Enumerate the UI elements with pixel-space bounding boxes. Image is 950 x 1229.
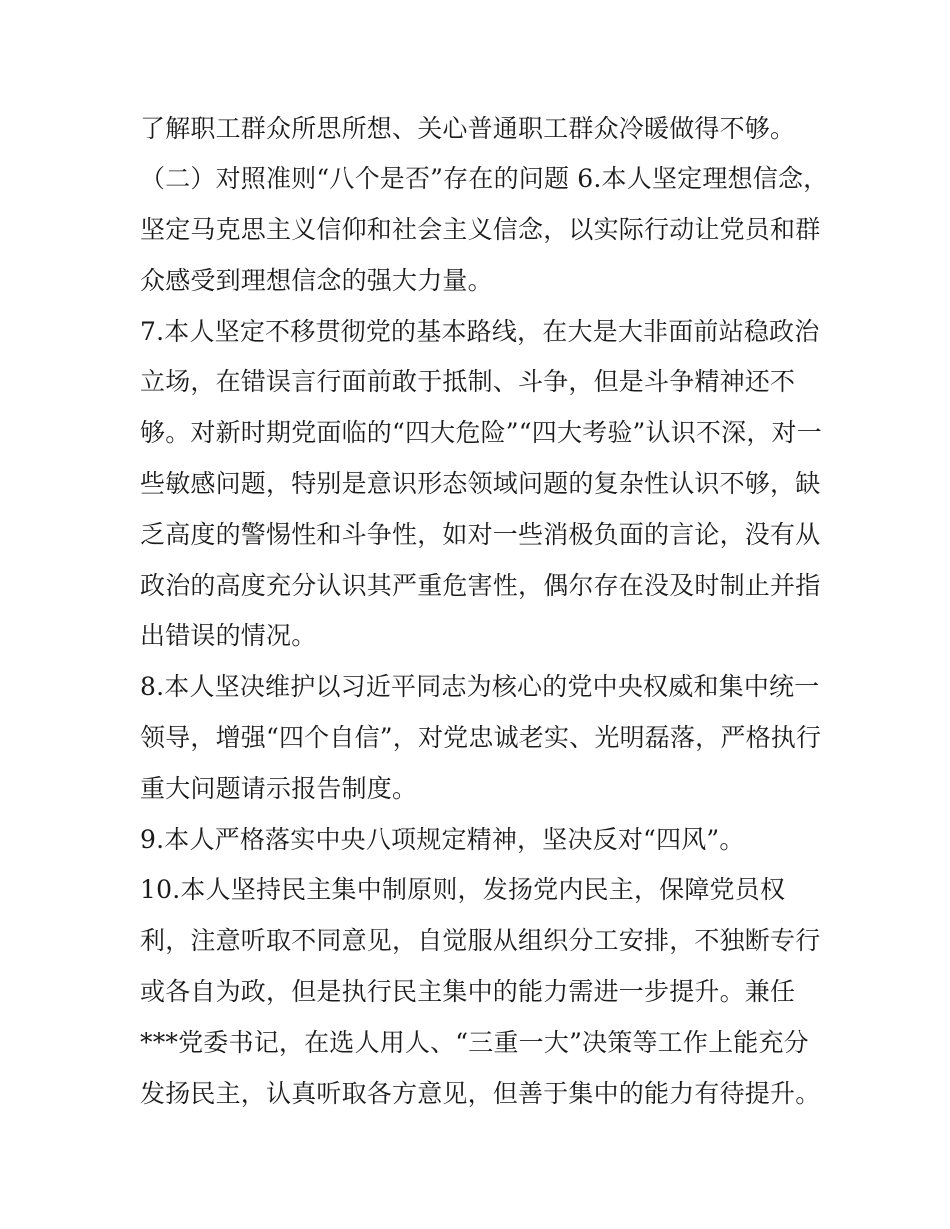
text-line: 领导，增强“四个自信”，对党忠诚老实、光明磊落，严格执行 xyxy=(140,723,822,752)
text-line: 立场，在错误言行面前敢于抵制、斗争，但是斗争精神还不 xyxy=(140,367,796,396)
text-line: 发扬民主，认真听取各方意见，但善于集中的能力有待提升。 xyxy=(140,1079,821,1108)
text-line: 坚定马克思主义信仰和社会主义信念，以实际行动让党员和群 xyxy=(140,215,821,244)
text-line: 或各自为政，但是执行民主集中的能力需进一步提升。兼任 xyxy=(140,977,796,1006)
text-line: 8.本人坚决维护以习近平同志为核心的党中央权威和集中统一 xyxy=(140,672,820,701)
text-line: 9.本人严格落实中央八项规定精神，坚决反对“四风”。 xyxy=(140,825,745,854)
text-line: 些敏感问题，特别是意识形态领域问题的复杂性认识不够，缺 xyxy=(140,469,821,498)
text-line: ***党委书记，在选人用人、“三重一大”决策等工作上能充分 xyxy=(140,1028,809,1057)
text-line: 出错误的情况。 xyxy=(140,621,317,650)
text-line: 重大问题请示报告制度。 xyxy=(140,774,418,803)
text-line: 利，注意听取不同意见，自觉服从组织分工安排，不独断专行 xyxy=(140,926,821,955)
text-line: 政治的高度充分认识其严重危害性，偶尔存在没及时制止并指 xyxy=(140,571,821,600)
text-line: 7.本人坚定不移贯彻党的基本路线，在大是大非面前站稳政治 xyxy=(140,317,820,346)
text-line: 乏高度的警惕性和斗争性，如对一些消极负面的言论，没有从 xyxy=(140,520,821,549)
text-line: （二）对照准则“八个是否”存在的问题 6.本人坚定理想信念， xyxy=(140,164,829,193)
text-line: 够。对新时期党面临的“四大危险”“四大考验”认识不深，对一 xyxy=(140,418,822,447)
text-line: 10.本人坚持民主集中制原则，发扬党内民主，保障党员权 xyxy=(140,875,786,904)
text-line: 了解职工群众所思所想、关心普通职工群众冷暖做得不够。 xyxy=(140,114,796,143)
text-line: 众感受到理想信念的强大力量。 xyxy=(140,266,493,295)
